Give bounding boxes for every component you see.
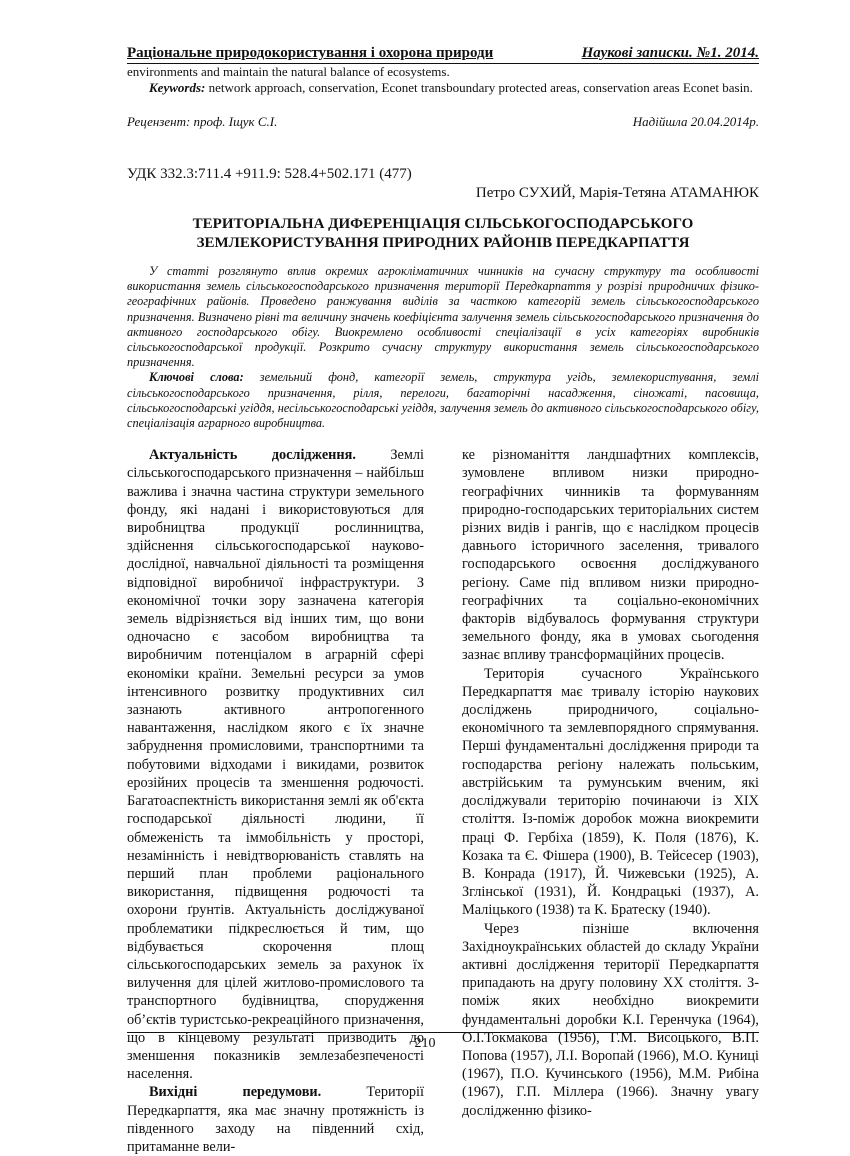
paragraph-prerequisites-text: Території Передкарпаття, яка має значну протяжність із південного заходу на південний схід, притаманне вели- bbox=[127, 1084, 424, 1155]
paragraph-history: Територія сучасного Українського Передкарпаття має тривалу історію наукових досліджень природничого, соціально-економічного та землевпорядного спрямування. Перші фундаментальні дослідження природи та господарства регіону належать польським, австрійським та румунським вченим, які досліджували територію починаючи із XIX століття. Із-поміж доробок можна виокремити праці Ф. Гербіха (1859), К. Поля (1876), К. Козака та Є. Фішера (1900), В. Тейсесер (1903), В. Конрада (1917), Й. Чижевськи (1925), А. Зглінської (1931), Й. Кондрацькі (1937), А. Маліцького (1938) та К. Братеску (1940). bbox=[462, 665, 759, 919]
running-header bbox=[127, 44, 759, 62]
abstract bbox=[127, 264, 759, 431]
abstract-text: У статті розглянуто вплив окремих агрокліматичних чинників на сучасну структуру та особливості використання земель сільськогосподарського призначення території Передкарпаття у розрізі природничих фізико-географічних районів. Проведено ранжування виділів за часткою категорій земель сільськогосподарського призначення. Визначено рівні та величину значень коефіцієнта залучення земель сільськогосподарського призначення до активного господарського обігу. Виокремлено особливості спеціалізації в усіх категоріях виробників сільськогосподарської продукції. Розкрито сучасну структуру використання земель сільськогосподарського призначення. bbox=[127, 264, 759, 370]
paragraph-continued: ке різноманіття ландшафтних комплексів, зумовлене впливом низки природно-географічних чинників та формуванням природно-господарських територіальних систем різних видів і рангів, що є наслідком процесів давнього історичного заселення, тривалого господарського освоєння досліджуваного регіону. Саме під впливом низки природно-географічних та соціально-економічних факторів відбувалось формування структури земельного фонду, яка в умовах сьогодення зазнає впливу трансформаційних процесів. bbox=[462, 447, 759, 664]
received-date: Надійшла 20.04.2014р. bbox=[632, 114, 759, 129]
previous-keywords-label: Keywords: bbox=[149, 80, 206, 95]
title-line-1: ТЕРИТОРІАЛЬНА ДИФЕРЕНЦІАЦІЯ СІЛЬСЬКОГОСПОДАРСЬКОГО bbox=[192, 216, 694, 232]
reviewer-line bbox=[127, 114, 759, 130]
previous-article-tail: environments and maintain the natural balance of ecosystems. bbox=[127, 64, 450, 79]
paragraph-prerequisites bbox=[127, 1083, 424, 1156]
paragraph-relevance-text: Землі сільськогосподарського призначення – найбільш важлива і значна частина структури земельного фонду, які надані і використовуються для виробництва продукції рослинництва, здійснення сільськогосподарської науково-дослідної, навчальної діяльності та розміщення відповідної виробничої інфраструктури. З економічної точки зору зазначена категорія земель відрізняється від інших тим, що вони одночасно є засобом виробництва та виробничим потенціалом в аграрній сфері економіки країни. Земельні ресурси за умов інтенсивного розвитку продуктивних сил зазнають активного антропогенного навантаження, наслідком якого є їх значне забруднення промисловими, транспортними та побутовими відходами і викидами, розвиток ерозійних процесів та зменшення родючості. Багатоаспектність використання землі як об'єкта господарської діяльності людини, її обмеженість та іммобільність у просторі, незамінність і невідтворюваність ставлять на перший план проблеми раціонального використання, підвищення родючості та охорони ґрунтів. Актуальність досліджуваної проблематики підкреслюється й тим, що відбувається скорочення площ сільськогосподарських земель за рахунок їх вилучення для цілей житлово-промислового та транспортного будівництва, спорудження об’єктів туристсько-рекреаційного призначення, що в кінцевому результаті призводить до зменшення показників землезабезпеченості населення. bbox=[127, 447, 424, 1083]
page bbox=[127, 44, 759, 1156]
previous-keywords-text: network approach, conservation, Econet transboundary protected areas, conservation areas Econet basin. bbox=[205, 80, 753, 95]
journal-issue: Наукові записки. №1. 2014. bbox=[581, 45, 759, 61]
reviewer: Рецензент: проф. Іщук С.І. bbox=[127, 114, 278, 129]
udk-code: УДК 332.3:711.4 +911.9: 528.4+502.171 (477) bbox=[127, 166, 412, 182]
previous-keywords bbox=[127, 80, 759, 96]
keywords-label: Ключові слова: bbox=[149, 370, 244, 385]
title-line-2: ЗЕМЛЕКОРИСТУВАННЯ ПРИРОДНИХ РАЙОНІВ ПЕРЕДКАРПАТТЯ bbox=[196, 235, 690, 251]
keywords-text: земельний фонд, категорії земель, структура угідь, землекористування, землі сільськогосподарського призначення, рілля, перелоги, багаторічні насадження, сіножаті, пасовища, сільськогосподарські угіддя, несільськогосподарські угіддя, залучення земель до активного сільськогосподарського обігу, спеціалізація аграрного виробництва. bbox=[127, 370, 760, 431]
authors: Петро СУХИЙ, Марія-Тетяна АТАМАНЮК bbox=[475, 185, 759, 201]
section-heading-relevance: Актуальність дослідження. bbox=[149, 447, 356, 464]
journal-section: Раціональне природокористування і охорона природи bbox=[127, 45, 494, 61]
paragraph-research: Через пізніше включення Західноукраїнських областей до складу України активні дослідження території Передкарпаття припадають на другу половину XX століття. З-поміж яких необхідно виокремити фундаментальні доробки К.І. Геренчука (1964), О.І.Токмакова (1956), Г.М. Висоцького, В.П. Попова (1957), Л.І. Воропай (1966), М.О. Куниці (1967), П.О. Кучинського (1956), М.М. Рибіна (1967), Г.П. Міллера (1966). Значну увагу дослідженню фізико- bbox=[462, 920, 759, 1119]
keywords bbox=[127, 370, 759, 431]
page-number: 210 bbox=[414, 1036, 436, 1051]
article-title bbox=[127, 215, 759, 253]
footer-rule bbox=[127, 1032, 759, 1033]
section-heading-prerequisites: Вихідні передумови. bbox=[149, 1084, 322, 1101]
paragraph-relevance bbox=[127, 446, 424, 1083]
